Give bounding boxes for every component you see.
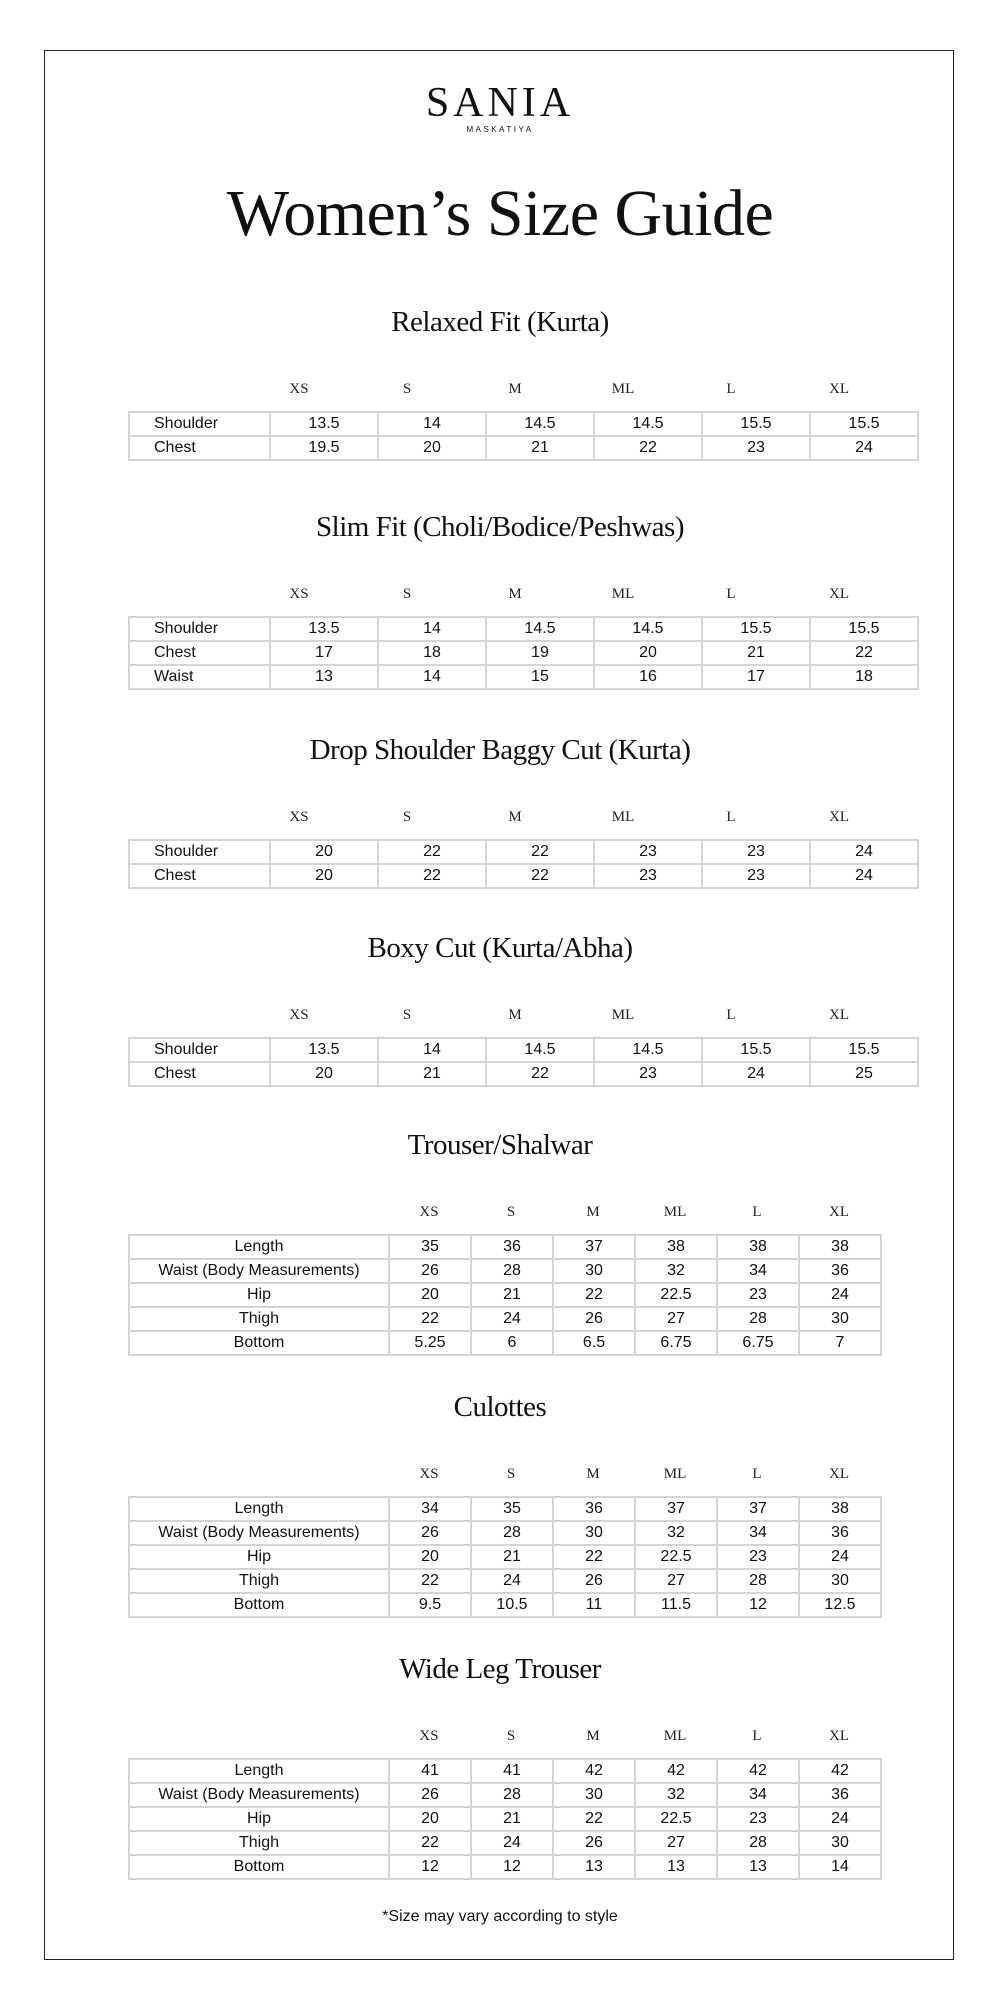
size-header-xs: XS [419, 1728, 439, 1744]
cell-xl: 7 [799, 1331, 881, 1355]
table-row [129, 1831, 881, 1855]
size-header-l: L [752, 1728, 762, 1744]
cell-xs: 5.25 [389, 1331, 471, 1355]
cell-xl: 38 [799, 1497, 881, 1521]
cell-xl: 14 [799, 1855, 881, 1879]
size-header-m: M [508, 586, 522, 602]
table-row [129, 1331, 881, 1355]
cell-xl: 36 [799, 1783, 881, 1807]
size-header-s: S [506, 1204, 516, 1220]
header-spacer [128, 1204, 388, 1221]
row-label: Thigh [129, 1307, 389, 1331]
table-row [129, 1807, 881, 1831]
cell-l: 28 [717, 1831, 799, 1855]
cell-m: 22 [486, 1062, 594, 1086]
cell-xl: 36 [799, 1259, 881, 1283]
cell-l: 21 [702, 641, 810, 665]
section-trouser-shalwar [0, 1129, 1000, 1351]
size-header-l: L [726, 381, 736, 397]
table-row [129, 1235, 881, 1259]
table-row [129, 1521, 881, 1545]
size-header-row [128, 586, 893, 603]
cell-m: 26 [553, 1569, 635, 1593]
cell-ml: 22.5 [635, 1545, 717, 1569]
section-title: Drop Shoulder Baggy Cut (Kurta) [309, 734, 691, 766]
row-label: Length [129, 1497, 389, 1521]
cell-xs: 35 [389, 1235, 471, 1259]
size-header-ml: ML [611, 1007, 635, 1023]
cell-l: 42 [717, 1759, 799, 1783]
row-label: Hip [129, 1807, 389, 1831]
size-header-l: L [726, 809, 736, 825]
cell-m: 14.5 [486, 412, 594, 436]
row-label: Waist (Body Measurements) [129, 1783, 389, 1807]
cell-s: 21 [471, 1283, 553, 1307]
cell-m: 15 [486, 665, 594, 689]
cell-s: 28 [471, 1259, 553, 1283]
size-header-row [128, 809, 893, 826]
section-title: Wide Leg Trouser [399, 1653, 601, 1685]
row-label: Thigh [129, 1569, 389, 1593]
cell-s: 12 [471, 1855, 553, 1879]
row-label: Shoulder [129, 617, 270, 641]
cell-xs: 26 [389, 1783, 471, 1807]
size-header-xl: XL [829, 1204, 849, 1220]
section-title: Trouser/Shalwar [407, 1129, 593, 1161]
cell-m: 37 [553, 1235, 635, 1259]
section-relaxed-fit-kurta [0, 306, 1000, 456]
cell-xl: 30 [799, 1569, 881, 1593]
size-table [128, 839, 919, 889]
cell-xl: 18 [810, 665, 918, 689]
size-header-xl: XL [829, 1007, 849, 1023]
cell-l: 28 [717, 1307, 799, 1331]
cell-xs: 17 [270, 641, 378, 665]
cell-m: 36 [553, 1497, 635, 1521]
size-table [128, 1037, 919, 1087]
table-row [129, 412, 918, 436]
cell-s: 24 [471, 1831, 553, 1855]
cell-l: 23 [702, 436, 810, 460]
cell-ml: 14.5 [594, 412, 702, 436]
row-label: Chest [129, 1062, 270, 1086]
cell-xs: 19.5 [270, 436, 378, 460]
cell-l: 37 [717, 1497, 799, 1521]
cell-s: 14 [378, 1038, 486, 1062]
cell-m: 19 [486, 641, 594, 665]
size-header-s: S [402, 381, 412, 397]
table-row [129, 1307, 881, 1331]
size-header-xs: XS [289, 809, 309, 825]
brand-name: SANIA [425, 80, 575, 126]
cell-ml: 14.5 [594, 617, 702, 641]
cell-ml: 20 [594, 641, 702, 665]
cell-ml: 16 [594, 665, 702, 689]
cell-ml: 42 [635, 1759, 717, 1783]
table-row [129, 1545, 881, 1569]
size-header-l: L [752, 1204, 762, 1220]
cell-s: 41 [471, 1759, 553, 1783]
size-header-xl: XL [829, 381, 849, 397]
cell-s: 14 [378, 617, 486, 641]
cell-xl: 24 [810, 840, 918, 864]
table-row [129, 617, 918, 641]
cell-l: 17 [702, 665, 810, 689]
cell-xs: 9.5 [389, 1593, 471, 1617]
footnote: *Size may vary according to style [382, 1908, 618, 1925]
cell-xl: 15.5 [810, 617, 918, 641]
row-label: Bottom [129, 1855, 389, 1879]
cell-xs: 13.5 [270, 1038, 378, 1062]
size-header-row [128, 1728, 880, 1745]
row-label: Chest [129, 864, 270, 888]
cell-xl: 24 [810, 864, 918, 888]
header-spacer [128, 809, 245, 826]
cell-xs: 13.5 [270, 412, 378, 436]
cell-xl: 36 [799, 1521, 881, 1545]
cell-m: 14.5 [486, 617, 594, 641]
size-header-s: S [506, 1466, 516, 1482]
cell-s: 21 [471, 1545, 553, 1569]
cell-xl: 30 [799, 1831, 881, 1855]
cell-m: 13 [553, 1855, 635, 1879]
table-row [129, 1569, 881, 1593]
row-label: Waist (Body Measurements) [129, 1259, 389, 1283]
cell-m: 30 [553, 1783, 635, 1807]
cell-ml: 11.5 [635, 1593, 717, 1617]
cell-xs: 26 [389, 1521, 471, 1545]
cell-xs: 34 [389, 1497, 471, 1521]
cell-m: 30 [553, 1521, 635, 1545]
section-title: Slim Fit (Choli/Bodice/Peshwas) [316, 511, 684, 543]
header-spacer [128, 1007, 245, 1024]
size-header-s: S [506, 1728, 516, 1744]
size-header-xs: XS [419, 1466, 439, 1482]
size-table [128, 1496, 882, 1618]
table-row [129, 641, 918, 665]
cell-xs: 20 [270, 864, 378, 888]
cell-l: 23 [702, 840, 810, 864]
cell-ml: 22.5 [635, 1283, 717, 1307]
cell-ml: 23 [594, 840, 702, 864]
row-label: Chest [129, 436, 270, 460]
row-label: Chest [129, 641, 270, 665]
header-spacer [128, 381, 245, 398]
row-label: Bottom [129, 1593, 389, 1617]
section-culottes [0, 1391, 1000, 1613]
cell-xl: 42 [799, 1759, 881, 1783]
cell-l: 15.5 [702, 1038, 810, 1062]
cell-xs: 41 [389, 1759, 471, 1783]
size-header-s: S [402, 1007, 412, 1023]
size-header-row [128, 1466, 880, 1483]
size-table [128, 616, 919, 690]
cell-ml: 38 [635, 1235, 717, 1259]
cell-xs: 20 [389, 1807, 471, 1831]
size-header-xl: XL [829, 809, 849, 825]
cell-xl: 15.5 [810, 412, 918, 436]
table-row [129, 840, 918, 864]
size-header-s: S [402, 586, 412, 602]
table-row [129, 665, 918, 689]
cell-l: 15.5 [702, 617, 810, 641]
cell-s: 20 [378, 436, 486, 460]
cell-ml: 13 [635, 1855, 717, 1879]
size-header-xs: XS [289, 381, 309, 397]
cell-ml: 6.75 [635, 1331, 717, 1355]
size-header-ml: ML [611, 809, 635, 825]
cell-l: 23 [717, 1807, 799, 1831]
cell-l: 13 [717, 1855, 799, 1879]
cell-s: 6 [471, 1331, 553, 1355]
table-row [129, 436, 918, 460]
cell-s: 21 [471, 1807, 553, 1831]
cell-m: 22 [553, 1545, 635, 1569]
cell-m: 14.5 [486, 1038, 594, 1062]
cell-m: 26 [553, 1307, 635, 1331]
cell-xs: 20 [389, 1283, 471, 1307]
row-label: Waist [129, 665, 270, 689]
row-label: Shoulder [129, 412, 270, 436]
cell-ml: 27 [635, 1831, 717, 1855]
cell-xs: 12 [389, 1855, 471, 1879]
cell-xs: 22 [389, 1569, 471, 1593]
cell-xl: 24 [810, 436, 918, 460]
cell-xs: 26 [389, 1259, 471, 1283]
cell-l: 12 [717, 1593, 799, 1617]
section-title: Boxy Cut (Kurta/Abha) [367, 932, 633, 964]
row-label: Shoulder [129, 1038, 270, 1062]
cell-m: 6.5 [553, 1331, 635, 1355]
cell-xs: 13 [270, 665, 378, 689]
size-header-xs: XS [289, 586, 309, 602]
cell-ml: 32 [635, 1783, 717, 1807]
cell-ml: 37 [635, 1497, 717, 1521]
cell-s: 24 [471, 1307, 553, 1331]
page-title: Women’s Size Guide [226, 177, 774, 250]
row-label: Shoulder [129, 840, 270, 864]
cell-ml: 14.5 [594, 1038, 702, 1062]
cell-l: 38 [717, 1235, 799, 1259]
table-row [129, 1038, 918, 1062]
cell-s: 21 [378, 1062, 486, 1086]
cell-l: 23 [717, 1545, 799, 1569]
cell-xl: 24 [799, 1283, 881, 1307]
size-header-l: L [726, 586, 736, 602]
size-header-m: M [508, 381, 522, 397]
table-row [129, 1497, 881, 1521]
cell-m: 22 [553, 1807, 635, 1831]
table-row [129, 1259, 881, 1283]
section-boxy-cut-kurta-abha [0, 932, 1000, 1082]
section-title: Relaxed Fit (Kurta) [391, 306, 609, 338]
header-spacer [128, 1466, 388, 1483]
row-label: Thigh [129, 1831, 389, 1855]
cell-xl: 30 [799, 1307, 881, 1331]
header-spacer [128, 1728, 388, 1745]
brand-logo [0, 82, 1000, 134]
cell-ml: 27 [635, 1307, 717, 1331]
section-slim-fit-choli-bodice-peshwas [0, 511, 1000, 685]
cell-s: 28 [471, 1783, 553, 1807]
row-label: Hip [129, 1545, 389, 1569]
cell-ml: 27 [635, 1569, 717, 1593]
size-header-l: L [726, 1007, 736, 1023]
cell-l: 34 [717, 1783, 799, 1807]
cell-ml: 22.5 [635, 1807, 717, 1831]
cell-s: 14 [378, 665, 486, 689]
cell-xs: 20 [389, 1545, 471, 1569]
cell-xl: 22 [810, 641, 918, 665]
table-row [129, 864, 918, 888]
size-table [128, 1758, 882, 1880]
size-header-m: M [586, 1466, 600, 1482]
cell-ml: 32 [635, 1521, 717, 1545]
cell-l: 28 [717, 1569, 799, 1593]
size-header-s: S [402, 809, 412, 825]
table-row [129, 1283, 881, 1307]
cell-xs: 22 [389, 1307, 471, 1331]
cell-xl: 24 [799, 1807, 881, 1831]
cell-s: 24 [471, 1569, 553, 1593]
cell-s: 14 [378, 412, 486, 436]
size-header-ml: ML [663, 1466, 687, 1482]
cell-ml: 32 [635, 1259, 717, 1283]
size-header-ml: ML [663, 1204, 687, 1220]
cell-s: 36 [471, 1235, 553, 1259]
size-header-ml: ML [611, 586, 635, 602]
cell-l: 34 [717, 1259, 799, 1283]
cell-s: 22 [378, 840, 486, 864]
cell-l: 34 [717, 1521, 799, 1545]
cell-s: 22 [378, 864, 486, 888]
brand-subtitle: MASKATIYA [466, 125, 534, 134]
table-row [129, 1783, 881, 1807]
table-row [129, 1855, 881, 1879]
size-header-m: M [586, 1204, 600, 1220]
cell-xl: 12.5 [799, 1593, 881, 1617]
cell-l: 24 [702, 1062, 810, 1086]
size-header-m: M [508, 809, 522, 825]
table-row [129, 1759, 881, 1783]
cell-l: 23 [717, 1283, 799, 1307]
cell-s: 18 [378, 641, 486, 665]
cell-l: 23 [702, 864, 810, 888]
cell-s: 10.5 [471, 1593, 553, 1617]
size-header-xs: XS [289, 1007, 309, 1023]
table-row [129, 1062, 918, 1086]
row-label: Waist (Body Measurements) [129, 1521, 389, 1545]
cell-xl: 38 [799, 1235, 881, 1259]
row-label: Bottom [129, 1331, 389, 1355]
cell-l: 15.5 [702, 412, 810, 436]
cell-m: 26 [553, 1831, 635, 1855]
section-title: Culottes [453, 1391, 547, 1423]
size-header-xs: XS [419, 1204, 439, 1220]
cell-m: 22 [486, 864, 594, 888]
header-spacer [128, 586, 245, 603]
cell-s: 35 [471, 1497, 553, 1521]
cell-xs: 20 [270, 840, 378, 864]
cell-m: 11 [553, 1593, 635, 1617]
size-header-xl: XL [829, 1728, 849, 1744]
size-table [128, 411, 919, 461]
cell-m: 22 [486, 840, 594, 864]
row-label: Length [129, 1759, 389, 1783]
size-header-row [128, 381, 893, 398]
cell-xs: 20 [270, 1062, 378, 1086]
size-header-l: L [752, 1466, 762, 1482]
cell-xl: 25 [810, 1062, 918, 1086]
cell-xs: 13.5 [270, 617, 378, 641]
cell-m: 42 [553, 1759, 635, 1783]
section-wide-leg-trouser [0, 1653, 1000, 1875]
table-row [129, 1593, 881, 1617]
cell-ml: 23 [594, 864, 702, 888]
size-header-row [128, 1204, 880, 1221]
cell-xl: 24 [799, 1545, 881, 1569]
size-header-ml: ML [663, 1728, 687, 1744]
size-header-row [128, 1007, 893, 1024]
section-drop-shoulder-baggy-cut-kurta [0, 734, 1000, 884]
cell-s: 28 [471, 1521, 553, 1545]
cell-l: 6.75 [717, 1331, 799, 1355]
cell-xs: 22 [389, 1831, 471, 1855]
row-label: Length [129, 1235, 389, 1259]
cell-m: 30 [553, 1259, 635, 1283]
cell-m: 21 [486, 436, 594, 460]
cell-xl: 15.5 [810, 1038, 918, 1062]
size-header-m: M [586, 1728, 600, 1744]
cell-ml: 22 [594, 436, 702, 460]
row-label: Hip [129, 1283, 389, 1307]
cell-m: 22 [553, 1283, 635, 1307]
size-header-m: M [508, 1007, 522, 1023]
size-header-xl: XL [829, 1466, 849, 1482]
cell-ml: 23 [594, 1062, 702, 1086]
size-header-ml: ML [611, 381, 635, 397]
size-table [128, 1234, 882, 1356]
size-header-xl: XL [829, 586, 849, 602]
